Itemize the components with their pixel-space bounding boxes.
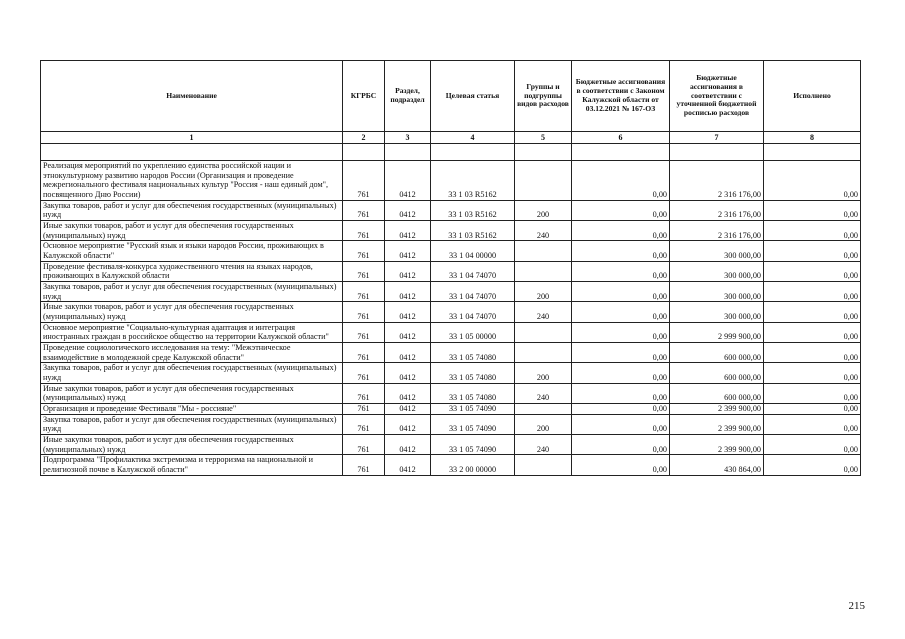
row-target-article: 33 1 05 74090	[431, 414, 515, 434]
row-executed-amount: 0,00	[764, 241, 861, 261]
row-target-article: 33 1 05 74090	[431, 404, 515, 415]
column-number: 6	[572, 132, 670, 144]
row-law-amount: 0,00	[572, 455, 670, 475]
row-law-amount: 0,00	[572, 343, 670, 363]
row-refined-amount: 2 316 176,00	[670, 200, 764, 220]
row-law-amount: 0,00	[572, 241, 670, 261]
row-target-article: 33 1 03 R5162	[431, 221, 515, 241]
header-target-article: Целевая статья	[431, 61, 515, 132]
column-number-row	[41, 132, 861, 144]
budget-table	[40, 60, 861, 476]
header-kgrbs: КГРБС	[343, 61, 385, 132]
row-expense-group	[515, 404, 572, 415]
row-kgrbs: 761	[343, 322, 385, 342]
table-row	[41, 302, 861, 322]
row-name: Основное мероприятие "Русский язык и языки народов России, проживающих в Калужской области"	[41, 241, 343, 261]
row-kgrbs: 761	[343, 383, 385, 403]
table-row	[41, 363, 861, 383]
row-section: 0412	[385, 363, 431, 383]
row-section: 0412	[385, 200, 431, 220]
row-target-article: 33 1 03 R5162	[431, 161, 515, 201]
table-row	[41, 282, 861, 302]
budget-table-sheet	[40, 60, 860, 476]
table-row	[41, 383, 861, 403]
row-kgrbs: 761	[343, 455, 385, 475]
row-law-amount: 0,00	[572, 383, 670, 403]
row-expense-group: 240	[515, 221, 572, 241]
table-row	[41, 221, 861, 241]
row-law-amount: 0,00	[572, 261, 670, 281]
row-name: Иные закупки товаров, работ и услуг для обеспечения государственных (муниципальных) нужд	[41, 383, 343, 403]
row-name: Иные закупки товаров, работ и услуг для обеспечения государственных (муниципальных) нужд	[41, 302, 343, 322]
row-name: Реализация мероприятий по укреплению единства российской нации и этнокультурному развитию народов России (Организация и проведение межрегионального фестиваля национальных культур "Россия - наш единый дом", посвященного Дню России)	[41, 161, 343, 201]
table-row	[41, 200, 861, 220]
row-section: 0412	[385, 343, 431, 363]
row-executed-amount: 0,00	[764, 261, 861, 281]
row-refined-amount: 2 399 900,00	[670, 404, 764, 415]
row-kgrbs: 761	[343, 161, 385, 201]
row-expense-group	[515, 455, 572, 475]
row-target-article: 33 1 04 74070	[431, 302, 515, 322]
column-number: 8	[764, 132, 861, 144]
row-executed-amount: 0,00	[764, 343, 861, 363]
row-target-article: 33 2 00 00000	[431, 455, 515, 475]
row-law-amount: 0,00	[572, 404, 670, 415]
row-target-article: 33 1 03 R5162	[431, 200, 515, 220]
row-law-amount: 0,00	[572, 221, 670, 241]
row-section: 0412	[385, 414, 431, 434]
table-row	[41, 241, 861, 261]
row-expense-group	[515, 343, 572, 363]
row-refined-amount: 2 316 176,00	[670, 221, 764, 241]
header-section: Раздел, подраздел	[385, 61, 431, 132]
row-refined-amount: 430 864,00	[670, 455, 764, 475]
row-section: 0412	[385, 221, 431, 241]
row-refined-amount: 2 999 900,00	[670, 322, 764, 342]
table-row	[41, 161, 861, 201]
header-refined-allocations: Бюджетные ассигнования в соответствии с уточненной бюджетной росписью расходов	[670, 61, 764, 132]
column-number: 3	[385, 132, 431, 144]
row-expense-group: 200	[515, 363, 572, 383]
table-row	[41, 435, 861, 455]
row-name: Подпрограмма "Профилактика экстремизма и терроризма на национальной и религиозной почве в Калужской области"	[41, 455, 343, 475]
row-name: Закупка товаров, работ и услуг для обеспечения государственных (муниципальных) нужд	[41, 363, 343, 383]
header-executed: Исполнено	[764, 61, 861, 132]
row-section: 0412	[385, 161, 431, 201]
row-law-amount: 0,00	[572, 414, 670, 434]
row-executed-amount: 0,00	[764, 455, 861, 475]
column-number: 2	[343, 132, 385, 144]
page-number: 215	[848, 600, 865, 612]
row-name: Организация и проведение Фестиваля "Мы - россияне"	[41, 404, 343, 415]
spacer-row	[41, 144, 861, 161]
row-section: 0412	[385, 404, 431, 415]
row-target-article: 33 1 05 74090	[431, 435, 515, 455]
row-section: 0412	[385, 261, 431, 281]
row-name: Проведение социологического исследования на тему: "Межэтническое взаимодействие в молодежной среде Калужской области"	[41, 343, 343, 363]
row-law-amount: 0,00	[572, 322, 670, 342]
table-row	[41, 261, 861, 281]
row-refined-amount: 600 000,00	[670, 383, 764, 403]
row-name: Проведение фестиваля-конкурса художественного чтения на языках народов, проживающих в Калужской области	[41, 261, 343, 281]
row-section: 0412	[385, 383, 431, 403]
row-law-amount: 0,00	[572, 363, 670, 383]
row-executed-amount: 0,00	[764, 363, 861, 383]
row-expense-group	[515, 322, 572, 342]
row-expense-group: 200	[515, 200, 572, 220]
header-row	[41, 61, 861, 132]
table-row	[41, 343, 861, 363]
row-expense-group: 200	[515, 282, 572, 302]
row-name: Закупка товаров, работ и услуг для обеспечения государственных (муниципальных) нужд	[41, 282, 343, 302]
row-executed-amount: 0,00	[764, 383, 861, 403]
row-kgrbs: 761	[343, 435, 385, 455]
header-expense-groups: Группы и подгруппы видов расходов	[515, 61, 572, 132]
row-executed-amount: 0,00	[764, 161, 861, 201]
row-section: 0412	[385, 455, 431, 475]
row-expense-group	[515, 161, 572, 201]
row-kgrbs: 761	[343, 302, 385, 322]
row-target-article: 33 1 04 00000	[431, 241, 515, 261]
row-section: 0412	[385, 435, 431, 455]
row-name: Иные закупки товаров, работ и услуг для обеспечения государственных (муниципальных) нужд	[41, 435, 343, 455]
row-target-article: 33 1 04 74070	[431, 282, 515, 302]
row-target-article: 33 1 05 74080	[431, 363, 515, 383]
row-executed-amount: 0,00	[764, 322, 861, 342]
table-body	[41, 144, 861, 476]
row-expense-group	[515, 261, 572, 281]
row-expense-group	[515, 241, 572, 261]
row-law-amount: 0,00	[572, 282, 670, 302]
row-law-amount: 0,00	[572, 435, 670, 455]
row-expense-group: 200	[515, 414, 572, 434]
row-section: 0412	[385, 282, 431, 302]
row-name: Закупка товаров, работ и услуг для обеспечения государственных (муниципальных) нужд	[41, 414, 343, 434]
row-target-article: 33 1 05 74080	[431, 383, 515, 403]
row-refined-amount: 2 316 176,00	[670, 161, 764, 201]
table-row	[41, 414, 861, 434]
row-section: 0412	[385, 302, 431, 322]
row-kgrbs: 761	[343, 241, 385, 261]
row-executed-amount: 0,00	[764, 282, 861, 302]
header-name: Наименование	[41, 61, 343, 132]
row-expense-group: 240	[515, 435, 572, 455]
row-refined-amount: 300 000,00	[670, 241, 764, 261]
row-executed-amount: 0,00	[764, 435, 861, 455]
row-law-amount: 0,00	[572, 302, 670, 322]
row-kgrbs: 761	[343, 221, 385, 241]
row-target-article: 33 1 05 74080	[431, 343, 515, 363]
row-refined-amount: 2 399 900,00	[670, 414, 764, 434]
row-expense-group: 240	[515, 302, 572, 322]
row-executed-amount: 0,00	[764, 404, 861, 415]
row-refined-amount: 300 000,00	[670, 282, 764, 302]
row-name: Закупка товаров, работ и услуг для обеспечения государственных (муниципальных) нужд	[41, 200, 343, 220]
row-kgrbs: 761	[343, 282, 385, 302]
row-kgrbs: 761	[343, 200, 385, 220]
row-executed-amount: 0,00	[764, 414, 861, 434]
column-number: 4	[431, 132, 515, 144]
row-target-article: 33 1 04 74070	[431, 261, 515, 281]
table-row	[41, 455, 861, 475]
row-law-amount: 0,00	[572, 161, 670, 201]
row-kgrbs: 761	[343, 404, 385, 415]
row-executed-amount: 0,00	[764, 221, 861, 241]
row-name: Основное мероприятие "Социально-культурная адаптация и интеграция иностранных граждан в российское общество на территории Калужской области"	[41, 322, 343, 342]
row-name: Иные закупки товаров, работ и услуг для обеспечения государственных (муниципальных) нужд	[41, 221, 343, 241]
row-refined-amount: 300 000,00	[670, 261, 764, 281]
row-refined-amount: 2 399 900,00	[670, 435, 764, 455]
table-row	[41, 322, 861, 342]
column-number: 5	[515, 132, 572, 144]
row-kgrbs: 761	[343, 414, 385, 434]
row-expense-group: 240	[515, 383, 572, 403]
table-row	[41, 404, 861, 415]
row-target-article: 33 1 05 00000	[431, 322, 515, 342]
row-refined-amount: 600 000,00	[670, 363, 764, 383]
column-number: 7	[670, 132, 764, 144]
row-refined-amount: 600 000,00	[670, 343, 764, 363]
row-section: 0412	[385, 241, 431, 261]
column-number: 1	[41, 132, 343, 144]
row-kgrbs: 761	[343, 261, 385, 281]
row-refined-amount: 300 000,00	[670, 302, 764, 322]
row-executed-amount: 0,00	[764, 200, 861, 220]
header-law-allocations: Бюджетные ассигнования в соответствии с Законом Калужской области от 03.12.2021 № 167-ОЗ	[572, 61, 670, 132]
row-kgrbs: 761	[343, 343, 385, 363]
row-law-amount: 0,00	[572, 200, 670, 220]
row-executed-amount: 0,00	[764, 302, 861, 322]
row-kgrbs: 761	[343, 363, 385, 383]
row-section: 0412	[385, 322, 431, 342]
